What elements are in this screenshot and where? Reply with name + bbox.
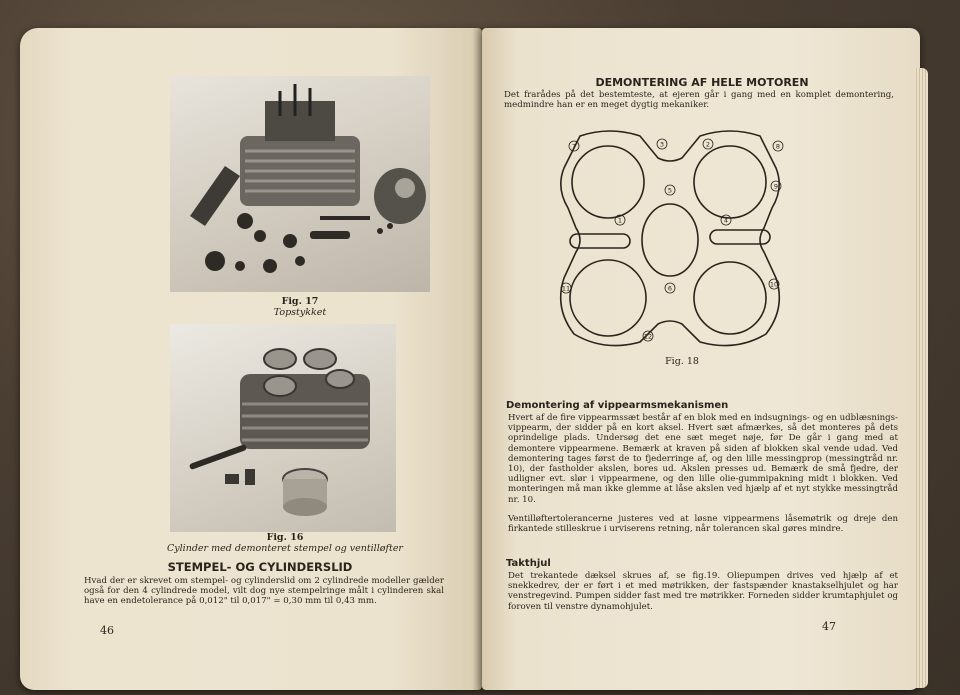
diagram-num-2: 2: [705, 140, 711, 149]
diagram-num-5: 5: [667, 186, 673, 195]
diagram-num-11: 11: [561, 284, 571, 293]
fig17-photo: [170, 76, 430, 292]
page-number-right: 47: [822, 620, 836, 633]
diagram-num-9: 9: [773, 182, 779, 191]
section-text-takthjul: Det trekantede dæksel skrues af, se fig.19. Oliepumpen drives ved hjælp af et snekkedrev, der er ført i et med møtrikken, der fastspænder knastakselhjulet og har venstregevind. Pumpen sidder fast med tre møtrikker. Forneden sidder krumtaphjulet og foroven til venstre dynamohjulet.: [508, 571, 898, 612]
fig17-caption-block: [170, 296, 430, 318]
section-title-vippearm: Demontering af vippearmsmekanismen: [506, 400, 729, 411]
open-book: [20, 28, 920, 690]
fig16-caption: Cylinder med demonteret stempel og ventilløfter: [167, 543, 403, 554]
fig17-caption: Topstykket: [273, 307, 327, 318]
page-number-left: 46: [100, 624, 114, 637]
diagram-num-1: 1: [617, 216, 623, 225]
fig17-label: Fig. 17: [281, 296, 319, 307]
diagram-num-6: 6: [667, 284, 673, 293]
section-title-stempel: STEMPEL- OG CYLINDERSLID: [167, 560, 353, 574]
section-text-vippearm-2: Ventilløftertolerancerne justeres ved at løsne vippearmens låsemøtrik og dreje den firkantede stilleskrue i urviserens retning, når tolerancen skal gøres mindre.: [508, 514, 898, 535]
diagram-num-8: 8: [775, 142, 781, 151]
fig16-label: Fig. 16: [266, 532, 304, 543]
cylinder-head-parts-illustration: [170, 76, 430, 292]
right-page-intro: Det frarådes på det bestemteste, at ejeren går i gang med en komplet demontering, medmindre han er en meget dygtig mekaniker.: [504, 90, 894, 111]
diagram-num-10: 10: [769, 280, 779, 289]
section-title-takthjul: Takthjul: [506, 558, 551, 569]
diagram-num-12: 12: [643, 332, 653, 341]
fig16-photo: [170, 324, 396, 532]
section-text-stempel: Hvad der er skrevet om stempel- og cylinderslid om 2 cylindrede modeller gælder også for den 4 cylindrede model, vilt dog nye stempelringe målt i cylinderen skal have en endetolerance på 0,012" til 0,017" = 0,30 mm til 0,43 mm.: [84, 576, 444, 607]
right-page: [482, 28, 920, 690]
right-page-title: DEMONTERING AF HELE MOTOREN: [595, 76, 809, 89]
left-page: [20, 28, 482, 690]
section-text-vippearm-1: Hvert af de fire vippearmssæt består af en blok med en indsugnings- og en udblæsnings-vippearm, der sidder på en kort aksel. Hvert sæt afmærkes, så det monteres på dets oprindelige plads. Undersøg det ene sæt meget nøje, før De går i gang med at demontere vippearmene. Bemærk at kraven på siden af blokken skal vende udad. Ved demontering tages først de to fjederringe af, og den lille messingprop (messingtråd nr. 10), der fastholder akslen, bores ud. Akslen presses ud. Bemærk de små fjedre, der udligner evt. slør i vippearmene, og den lille olie-gummipakning midt i blokken. Ved monteringen må man ikke glemme at låse akslen ved hjælp af et nyt stykke messingtråd nr. 10.: [508, 413, 898, 505]
diagram-num-7: 7: [571, 142, 577, 151]
head-bolt-diagram: [540, 128, 800, 352]
diagram-num-3: 3: [659, 140, 665, 149]
fig16-caption-block: [140, 532, 430, 554]
fig18-label: Fig. 18: [665, 356, 699, 367]
diagram-num-4: 4: [723, 216, 729, 225]
page-edges: [914, 68, 928, 688]
cylinder-illustration: [170, 324, 396, 532]
